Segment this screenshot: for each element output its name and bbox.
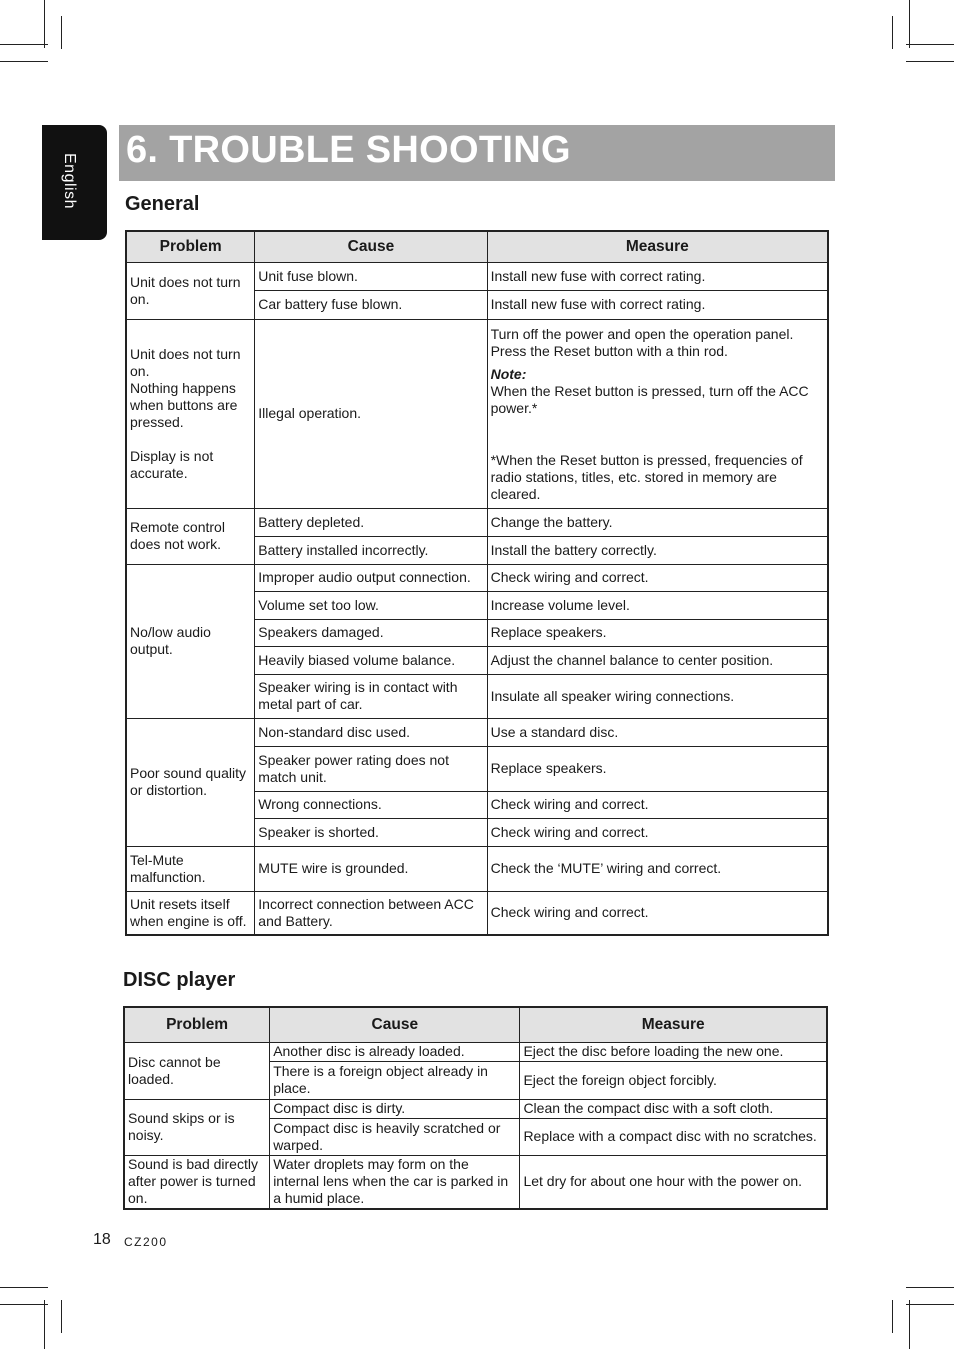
cause-cell: Compact disc is heavily scratched or warped. bbox=[270, 1118, 520, 1155]
crop-mark bbox=[61, 1300, 62, 1333]
measure-cell: Let dry for about one hour with the power on. bbox=[520, 1155, 827, 1209]
header-measure: Measure bbox=[487, 231, 828, 262]
cause-cell: Speakers damaged. bbox=[255, 619, 487, 646]
problem-cell: Sound skips or is noisy. bbox=[124, 1099, 270, 1155]
crop-mark bbox=[44, 0, 45, 48]
page-title: 6. TROUBLE SHOOTING bbox=[126, 129, 571, 171]
problem-cell: Sound is bad directly after power is turned on. bbox=[124, 1155, 270, 1209]
disc-heading: DISC player bbox=[123, 969, 236, 991]
cause-cell: Battery installed incorrectly. bbox=[255, 536, 487, 564]
note-label: Note: bbox=[490, 365, 527, 382]
problem-cell: Unit resets itself when engine is off. bbox=[126, 891, 255, 935]
cause-cell: Speaker is shorted. bbox=[255, 818, 487, 846]
page-number: 18 bbox=[93, 1231, 111, 1248]
problem-cell: Disc cannot be loaded. bbox=[124, 1042, 270, 1099]
cause-cell: Another disc is already loaded. bbox=[270, 1042, 520, 1061]
measure-cell: Replace speakers. bbox=[487, 619, 828, 646]
cause-cell: Incorrect connection between ACC and Battery. bbox=[255, 891, 487, 935]
cause-cell: Unit fuse blown. bbox=[255, 262, 487, 290]
language-tab bbox=[42, 125, 107, 240]
crop-mark bbox=[0, 61, 48, 62]
cause-cell: Battery depleted. bbox=[255, 508, 487, 536]
disc-table bbox=[123, 1006, 828, 1210]
table-row bbox=[126, 891, 828, 935]
cause-cell: Compact disc is dirty. bbox=[270, 1099, 520, 1118]
language-tab-label: English bbox=[61, 153, 78, 209]
crop-mark bbox=[906, 61, 954, 62]
table-row bbox=[124, 1099, 827, 1118]
measure-cell: Install new fuse with correct rating. bbox=[487, 290, 828, 319]
cause-cell: Volume set too low. bbox=[255, 591, 487, 619]
crop-mark bbox=[0, 1304, 48, 1305]
measure-cell: Replace speakers. bbox=[487, 746, 828, 791]
table-header-row bbox=[126, 231, 828, 262]
measure-cell: Check the ‘MUTE’ wiring and correct. bbox=[487, 846, 828, 891]
cause-cell: Speaker wiring is in contact with metal part of car. bbox=[255, 674, 487, 718]
crop-mark bbox=[909, 0, 910, 48]
table-row bbox=[126, 262, 828, 290]
measure-cell: Check wiring and correct. bbox=[487, 564, 828, 591]
crop-mark bbox=[909, 1300, 910, 1349]
table-row bbox=[126, 564, 828, 591]
footnote-text: *When the Reset button is pressed, frequencies of radio stations, titles, etc. stored in memory are cleared. bbox=[490, 451, 803, 502]
crop-mark bbox=[44, 1300, 45, 1349]
crop-mark bbox=[0, 1287, 48, 1288]
general-heading: General bbox=[125, 193, 200, 215]
crop-mark bbox=[0, 44, 48, 45]
table-row bbox=[126, 508, 828, 536]
crop-mark bbox=[892, 16, 893, 49]
measure-cell: Eject the disc before loading the new one. bbox=[520, 1042, 827, 1061]
problem-cell: Unit does not turn on. bbox=[126, 262, 255, 319]
problem-line: Display is not accurate. bbox=[130, 447, 214, 481]
measure-cell: Install the battery correctly. bbox=[487, 536, 828, 564]
problem-cell: Tel-Mute malfunction. bbox=[126, 846, 255, 891]
title-bar bbox=[119, 125, 835, 181]
header-problem: Problem bbox=[126, 231, 255, 262]
measure-cell: Adjust the channel balance to center position. bbox=[487, 646, 828, 674]
problem-cell: Remote control does not work. bbox=[126, 508, 255, 564]
cause-cell: Water droplets may form on the internal lens when the car is parked in a humid place. bbox=[270, 1155, 520, 1209]
header-problem: Problem bbox=[124, 1007, 270, 1042]
problem-line: Nothing happens when buttons are pressed. bbox=[130, 379, 238, 430]
crop-mark bbox=[906, 44, 954, 45]
cause-cell: There is a foreign object already in place. bbox=[270, 1061, 520, 1099]
crop-mark bbox=[892, 1300, 893, 1333]
cause-cell: Non-standard disc used. bbox=[255, 718, 487, 746]
table-row bbox=[126, 718, 828, 746]
measure-cell: Increase volume level. bbox=[487, 591, 828, 619]
problem-cell: Poor sound quality or distortion. bbox=[126, 718, 255, 846]
measure-cell: Check wiring and correct. bbox=[487, 791, 828, 818]
measure-cell: Eject the foreign object forcibly. bbox=[520, 1061, 827, 1099]
table-row bbox=[126, 846, 828, 891]
measure-cell: Clean the compact disc with a soft cloth. bbox=[520, 1099, 827, 1118]
header-cause: Cause bbox=[255, 231, 487, 262]
problem-cell: No/low audio output. bbox=[126, 564, 255, 718]
problem-line: Unit does not turn on. bbox=[130, 345, 241, 379]
cause-cell: Wrong connections. bbox=[255, 791, 487, 818]
table-row bbox=[124, 1042, 827, 1061]
measure-cell: Replace with a compact disc with no scratches. bbox=[520, 1118, 827, 1155]
measure-cell: Check wiring and correct. bbox=[487, 891, 828, 935]
crop-mark bbox=[906, 1304, 954, 1305]
cause-cell: Speaker power rating does not match unit. bbox=[255, 746, 487, 791]
cause-cell: MUTE wire is grounded. bbox=[255, 846, 487, 891]
crop-mark bbox=[61, 16, 62, 49]
model-name: CZ200 bbox=[124, 1235, 168, 1249]
general-table bbox=[125, 230, 829, 936]
measure-cell: Check wiring and correct. bbox=[487, 818, 828, 846]
measure-cell: Use a standard disc. bbox=[487, 718, 828, 746]
measure-text: Turn off the power and open the operation panel. Press the Reset button with a thin rod. bbox=[490, 325, 794, 359]
table-header-row bbox=[124, 1007, 827, 1042]
header-measure: Measure bbox=[520, 1007, 827, 1042]
cause-cell: Car battery fuse blown. bbox=[255, 290, 487, 319]
measure-cell: Change the battery. bbox=[487, 508, 828, 536]
measure-cell: Install new fuse with correct rating. bbox=[487, 262, 828, 290]
cause-cell: Improper audio output connection. bbox=[255, 564, 487, 591]
crop-mark bbox=[906, 1287, 954, 1288]
measure-cell bbox=[487, 319, 828, 508]
table-row bbox=[126, 319, 828, 508]
cause-cell: Illegal operation. bbox=[255, 319, 487, 508]
measure-cell: Insulate all speaker wiring connections. bbox=[487, 674, 828, 718]
problem-cell bbox=[126, 319, 255, 508]
header-cause: Cause bbox=[270, 1007, 520, 1042]
table-row bbox=[124, 1155, 827, 1209]
note-text: When the Reset button is pressed, turn off the ACC power.* bbox=[490, 382, 809, 416]
cause-cell: Heavily biased volume balance. bbox=[255, 646, 487, 674]
